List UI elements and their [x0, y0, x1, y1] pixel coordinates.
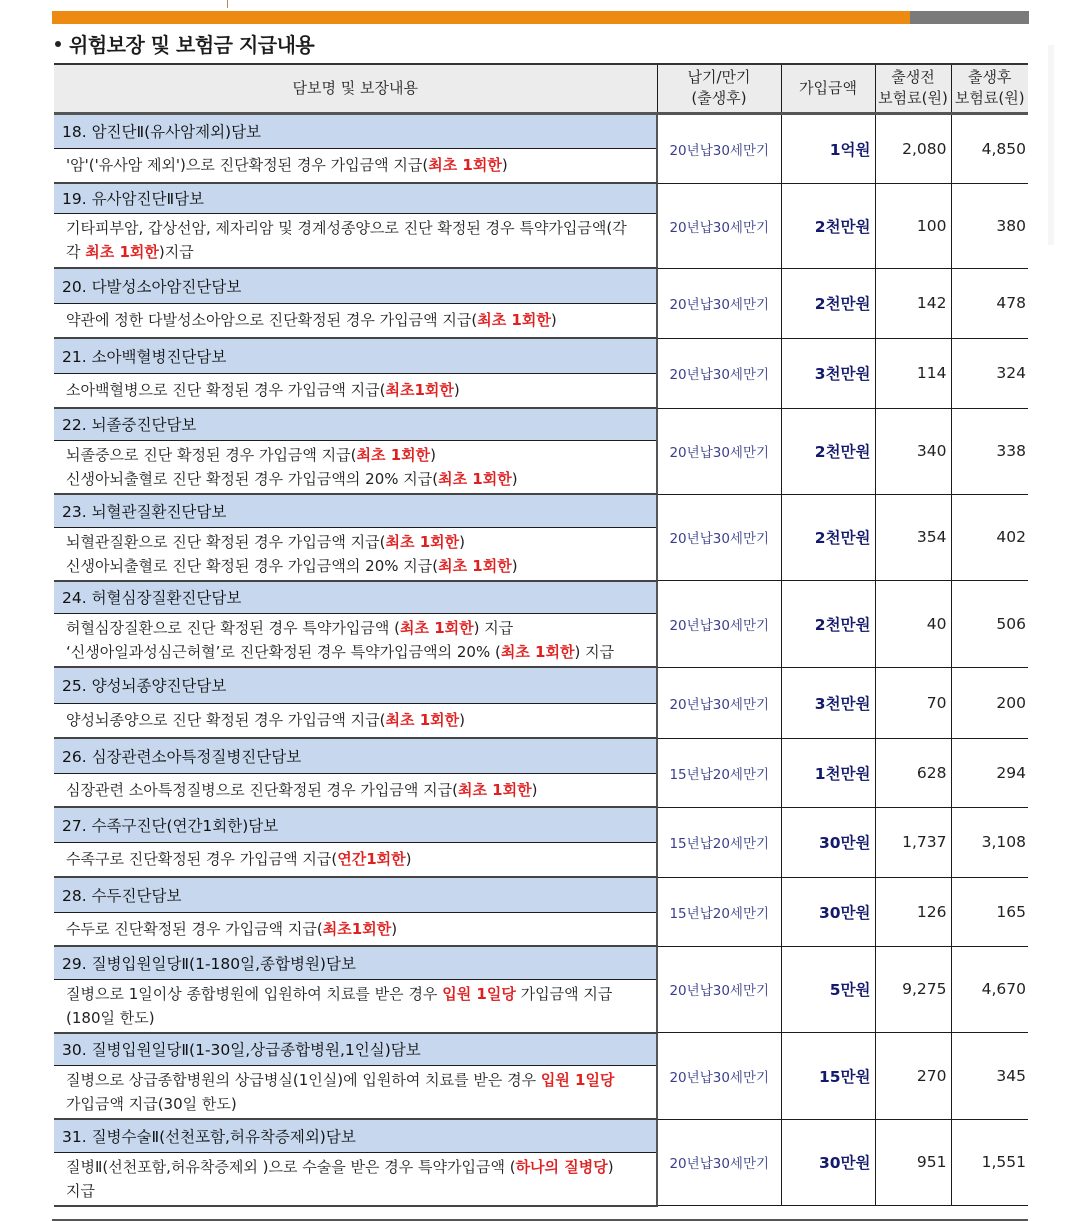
coverage-title: 20. 다발성소아암진단담보 — [54, 268, 657, 303]
description-text: ) — [405, 850, 412, 869]
highlight-text: 하나의 질병당 — [515, 1157, 608, 1176]
description-text: 질병으로 1일이상 종합병원에 입원하여 치료를 받은 경우 — [66, 984, 443, 1003]
description-text: 뇌혈관질환으로 진단 확정된 경우 가입금액 지급( — [66, 532, 386, 551]
coverage-description — [54, 1066, 657, 1120]
description-line — [66, 982, 644, 1006]
description-text: 소아백혈병으로 진단 확정된 경우 가입금액 지급( — [66, 381, 386, 400]
highlight-text: 최초 1회한 — [500, 643, 575, 661]
premium-after-birth: 294 — [951, 738, 1028, 807]
coverage-description — [54, 213, 657, 268]
coverage-description — [54, 614, 657, 668]
description-line — [66, 467, 644, 491]
description-text: 가입금액 지급 — [515, 984, 613, 1003]
description-text: 수두로 진단확정된 경우 가입금액 지급( — [66, 919, 323, 938]
premium-after-birth: 338 — [951, 408, 1028, 494]
description-text: 심장관련 소아특정질병으로 진단확정된 경우 가입금액 지급( — [66, 780, 458, 799]
coverage-description — [54, 842, 657, 877]
coverage-title: 30. 질병입원일당Ⅱ(1-30일,상급종합병원,1인실)담보 — [54, 1033, 657, 1066]
banner-gray-bar — [910, 11, 1029, 24]
insured-amount: 2천만원 — [781, 494, 875, 581]
premium-after-birth: 4,850 — [951, 113, 1028, 183]
description-line — [66, 530, 644, 554]
payment-term: 20년납30세만기 — [657, 581, 781, 668]
payment-term: 20년납30세만기 — [657, 408, 781, 494]
payment-term: 20년납30세만기 — [657, 268, 781, 338]
description-text: ) 지급 — [473, 619, 514, 637]
description-text: ) — [501, 156, 508, 175]
payment-term: 15년납20세만기 — [657, 738, 781, 807]
coverage-description — [54, 773, 657, 807]
description-text: ) — [511, 469, 518, 488]
description-text: '암'('유사암 제외')으로 진단확정된 경우 가입금액 지급( — [66, 156, 429, 175]
description-text: ‘신생아일과성심근허혈’로 진단확정된 경우 특약가입금액의 20% ( — [66, 643, 501, 661]
coverage-description — [54, 912, 657, 946]
premium-before-birth: 270 — [875, 1033, 951, 1120]
premium-after-birth: 4,670 — [951, 946, 1028, 1033]
payment-term: 20년납30세만기 — [657, 338, 781, 408]
premium-before-birth: 1,737 — [875, 807, 951, 877]
description-text: 뇌졸중으로 진단 확정된 경우 가입금액 지급( — [66, 445, 357, 464]
insured-amount: 15만원 — [781, 1033, 875, 1120]
bullet-icon — [55, 41, 61, 47]
coverage-title: 26. 심장관련소아특정질병진단담보 — [54, 738, 657, 773]
payment-term: 20년납30세만기 — [657, 667, 781, 738]
table-header-row — [54, 64, 1028, 113]
table-row — [54, 183, 1028, 213]
premium-before-birth: 340 — [875, 408, 951, 494]
section-title-text: 위험보장 및 보험금 지급내용 — [69, 33, 315, 57]
description-text: 질병으로 상급종합병원의 상급병실(1인실)에 입원하여 치료를 받은 경우 — [66, 1071, 541, 1089]
table-row — [54, 408, 1028, 440]
coverage-description — [54, 703, 657, 738]
description-text: ) — [550, 311, 557, 330]
table-row — [54, 667, 1028, 703]
premium-before-birth: 951 — [875, 1119, 951, 1206]
premium-after-birth: 345 — [951, 1033, 1028, 1120]
premium-after-birth: 506 — [951, 581, 1028, 668]
payment-term: 15년납20세만기 — [657, 877, 781, 946]
highlight-text: 최초 1회한 — [385, 711, 460, 730]
table-row — [54, 1119, 1028, 1152]
description-text: (180일 한도) — [66, 1008, 155, 1027]
coverage-title: 21. 소아백혈병진단담보 — [54, 338, 657, 373]
header-premium-after — [951, 64, 1028, 113]
premium-before-birth: 142 — [875, 268, 951, 338]
highlight-text: 최초1회한 — [322, 919, 392, 938]
table-row — [54, 738, 1028, 773]
page-edge-shadow — [1048, 45, 1054, 245]
table-row — [54, 1033, 1028, 1066]
description-text: 기타피부암, 갑상선암, 제자리암 및 경계성종양으로 진단 확정된 경우 특약가입금액(각 — [66, 219, 627, 238]
premium-before-birth: 354 — [875, 494, 951, 581]
description-text: 양성뇌종양으로 진단 확정된 경우 가입금액 지급( — [66, 711, 386, 730]
premium-before-birth: 100 — [875, 183, 951, 268]
insured-amount: 30만원 — [781, 1119, 875, 1206]
table-row — [54, 268, 1028, 303]
payment-term: 20년납30세만기 — [657, 113, 781, 183]
premium-after-birth: 1,551 — [951, 1119, 1028, 1206]
coverage-description — [54, 303, 657, 338]
description-text: ) — [459, 711, 465, 730]
insured-amount: 1천만원 — [781, 738, 875, 807]
coverage-title: 18. 암진단Ⅱ(유사암제외)담보 — [54, 113, 657, 148]
description-text: ) 지급 — [574, 643, 615, 661]
description-line — [66, 378, 644, 402]
description-line — [66, 1006, 644, 1030]
banner-orange-bar — [52, 11, 910, 24]
insured-amount: 5만원 — [781, 946, 875, 1033]
header-term — [657, 64, 781, 113]
highlight-text: 최초 1회한 — [428, 156, 502, 175]
premium-after-birth: 380 — [951, 183, 1028, 268]
table-body — [54, 113, 1028, 1206]
premium-before-birth: 40 — [875, 581, 951, 668]
highlight-text: 최초 1회한 — [457, 780, 532, 799]
description-text: ) — [453, 381, 460, 400]
previous-section-fragment — [0, 0, 1080, 11]
highlight-text: 연간1회한 — [337, 850, 406, 869]
description-text: 지급 — [66, 1181, 95, 1200]
header-after-line1: 출생후 — [968, 68, 1012, 87]
coverage-title: 31. 질병수술Ⅱ(선천포함,허유착증제외)담보 — [54, 1119, 657, 1152]
header-before-line2: 보험료(원) — [878, 89, 948, 108]
table-row — [54, 946, 1028, 979]
description-line — [66, 1092, 644, 1116]
header-coverage: 담보명 및 보장내용 — [54, 64, 657, 113]
payment-term: 20년납30세만기 — [657, 183, 781, 268]
insured-amount: 2천만원 — [781, 581, 875, 668]
payment-term: 20년납30세만기 — [657, 946, 781, 1033]
table-row — [54, 338, 1028, 373]
premium-before-birth: 70 — [875, 667, 951, 738]
coverage-title: 28. 수두진단담보 — [54, 877, 657, 912]
header-term-line2: (출생후) — [691, 89, 747, 108]
description-line — [66, 216, 644, 240]
highlight-text: 최초 1회한 — [438, 469, 512, 488]
insured-amount: 30만원 — [781, 877, 875, 946]
description-text: 질병Ⅱ(선천포함,허유착증제외 )으로 수술을 받은 경우 특약가입금액 ( — [66, 1157, 516, 1176]
description-line — [66, 847, 644, 871]
table-row — [54, 581, 1028, 614]
description-text: 약관에 정한 다발성소아암으로 진단확정된 경우 가입금액 지급( — [66, 311, 478, 330]
insured-amount: 1억원 — [781, 113, 875, 183]
payment-term: 15년납20세만기 — [657, 807, 781, 877]
highlight-text: 입원 1일당 — [540, 1071, 615, 1089]
section-banner — [52, 11, 1029, 24]
premium-after-birth: 3,108 — [951, 807, 1028, 877]
description-line — [66, 308, 644, 332]
description-text: 각 — [66, 243, 86, 262]
premium-before-birth: 126 — [875, 877, 951, 946]
header-before-line1: 출생전 — [891, 68, 935, 87]
description-line — [66, 1068, 644, 1092]
table-row — [54, 113, 1028, 148]
premium-before-birth: 114 — [875, 338, 951, 408]
premium-before-birth: 2,080 — [875, 113, 951, 183]
header-after-line2: 보험료(원) — [954, 89, 1025, 108]
description-text: ) — [391, 919, 398, 938]
description-line — [66, 708, 644, 732]
header-term-line1: 납기/만기 — [687, 68, 751, 87]
table-row — [54, 807, 1028, 842]
header-premium-before — [875, 64, 951, 113]
highlight-text: 최초 1회한 — [85, 243, 159, 262]
coverage-title: 27. 수족구진단(연간1회한)담보 — [54, 807, 657, 842]
highlight-text: 최초 1회한 — [438, 556, 512, 575]
description-text: ) — [531, 780, 538, 799]
coverage-description — [54, 979, 657, 1033]
coverage-table — [54, 63, 1028, 1207]
highlight-text: 최초 1회한 — [477, 311, 551, 330]
premium-after-birth: 200 — [951, 667, 1028, 738]
header-amount: 가입금액 — [781, 64, 875, 113]
premium-after-birth: 324 — [951, 338, 1028, 408]
description-line — [66, 640, 644, 664]
premium-before-birth: 628 — [875, 738, 951, 807]
highlight-text: 최초 1회한 — [356, 445, 431, 464]
coverage-title: 22. 뇌졸중진단담보 — [54, 408, 657, 440]
highlight-text: 최초1회한 — [385, 381, 454, 400]
coverage-description — [54, 440, 657, 494]
description-line — [66, 554, 644, 578]
description-text: ) — [511, 556, 518, 575]
highlight-text: 최초 1회한 — [385, 532, 460, 551]
description-line — [66, 778, 644, 802]
premium-after-birth: 402 — [951, 494, 1028, 581]
premium-after-birth: 165 — [951, 877, 1028, 946]
coverage-description — [54, 373, 657, 408]
coverage-title: 29. 질병입원일당Ⅱ(1-180일,종합병원)담보 — [54, 946, 657, 979]
description-line — [66, 153, 644, 177]
coverage-description — [54, 1152, 657, 1206]
payment-term: 20년납30세만기 — [657, 494, 781, 581]
insured-amount: 2천만원 — [781, 408, 875, 494]
premium-before-birth: 9,275 — [875, 946, 951, 1033]
description-line — [66, 1155, 644, 1179]
premium-after-birth: 478 — [951, 268, 1028, 338]
description-text: ) — [430, 445, 436, 464]
description-text: ) — [607, 1157, 614, 1176]
description-text: 수족구로 진단확정된 경우 가입금액 지급( — [66, 850, 338, 869]
description-text: 신생아뇌출혈로 진단 확정된 경우 가입금액의 20% 지급( — [66, 469, 439, 488]
insured-amount: 3천만원 — [781, 667, 875, 738]
description-line — [66, 917, 644, 941]
highlight-text: 최초 1회한 — [400, 619, 474, 637]
description-line — [66, 240, 644, 264]
description-line — [66, 1179, 644, 1203]
table-row — [54, 494, 1028, 527]
description-text: 가입금액 지급(30일 한도) — [66, 1095, 237, 1113]
coverage-title: 19. 유사암진단Ⅱ담보 — [54, 183, 657, 213]
coverage-description — [54, 527, 657, 581]
table-row — [54, 877, 1028, 912]
coverage-title: 25. 양성뇌종양진단담보 — [54, 667, 657, 703]
insured-amount: 30만원 — [781, 807, 875, 877]
description-text: )지급 — [158, 243, 194, 262]
description-line — [66, 616, 644, 640]
coverage-title: 23. 뇌혈관질환진단담보 — [54, 494, 657, 527]
payment-term: 20년납30세만기 — [657, 1119, 781, 1206]
insured-amount: 3천만원 — [781, 338, 875, 408]
description-text: 허혈심장질환으로 진단 확정된 경우 특약가입금액 ( — [66, 619, 400, 637]
coverage-title: 24. 허혈심장질환진단담보 — [54, 581, 657, 614]
highlight-text: 입원 1일당 — [442, 984, 516, 1003]
divider — [227, 0, 228, 8]
payment-term: 20년납30세만기 — [657, 1033, 781, 1120]
description-text: 신생아뇌출혈로 진단 확정된 경우 가입금액의 20% 지급( — [66, 556, 439, 575]
description-text: ) — [459, 532, 465, 551]
section-title — [55, 29, 314, 58]
coverage-description — [54, 148, 657, 183]
description-line — [66, 443, 644, 467]
insured-amount: 2천만원 — [781, 268, 875, 338]
insured-amount: 2천만원 — [781, 183, 875, 268]
